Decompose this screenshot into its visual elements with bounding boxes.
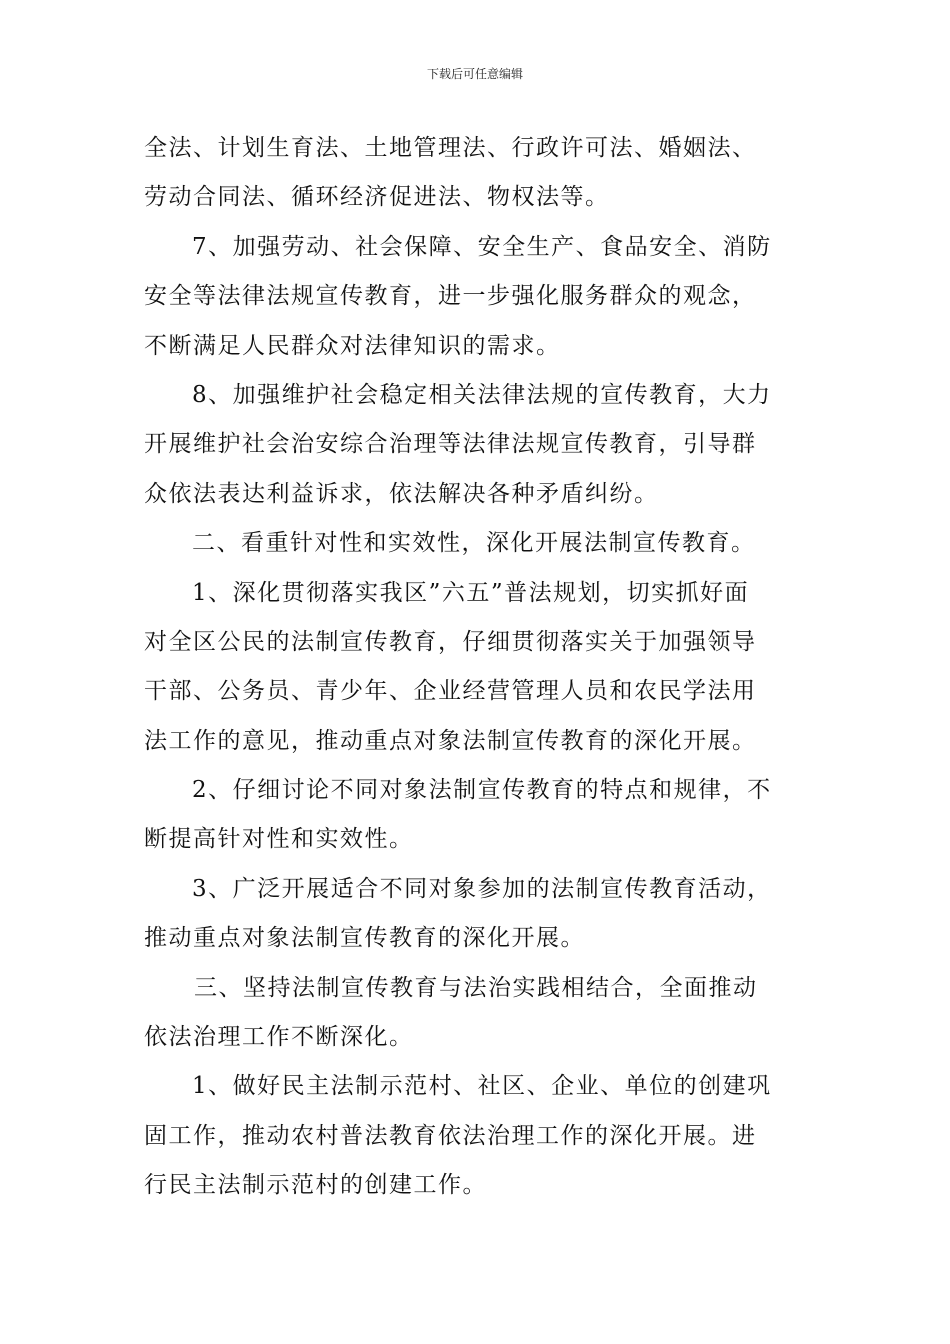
paragraph-section-3-item-1	[144, 1062, 808, 1210]
text-line: 众依法表达利益诉求，依法解决各种矛盾纠纷。	[144, 480, 659, 507]
paragraph-section-2-item-2	[144, 766, 808, 865]
text-line: 2、仔细讨论不同对象法制宣传教育的特点和规律，不	[192, 777, 772, 804]
section-heading-3	[144, 964, 808, 1063]
text-line: 7、加强劳动、社会保障、安全生产、食品安全、消防	[192, 233, 772, 260]
text-line: 不断满足人民群众对法律知识的需求。	[144, 332, 561, 359]
text-line: 断提高针对性和实效性。	[144, 826, 414, 853]
section-heading-2	[144, 519, 808, 568]
text-line: 固工作，推动农村普法教育依法治理工作的深化开展。进	[144, 1122, 757, 1149]
paragraph-item-7	[144, 223, 808, 371]
text-line: 行民主法制示范村的创建工作。	[144, 1172, 487, 1199]
text-line: 推动重点对象法制宣传教育的深化开展。	[144, 925, 585, 952]
document-body	[144, 124, 808, 1211]
text-line: 二、看重针对性和实效性，深化开展法制宣传教育。	[192, 530, 756, 557]
paragraph-section-2-item-3	[144, 865, 808, 964]
text-line: 劳动合同法、循环经济促进法、物权法等。	[144, 184, 610, 211]
paragraph-item-8	[144, 371, 808, 519]
text-line: 1、深化贯彻落实我区”六五”普法规划，切实抓好面	[192, 579, 750, 606]
text-line: 8、加强维护社会稳定相关法律法规的宣传教育，大力	[192, 381, 772, 408]
text-line: 1、做好民主法制示范村、社区、企业、单位的创建巩	[192, 1073, 772, 1100]
text-line: 3、广泛开展适合不同对象参加的法制宣传教育活动，	[192, 875, 772, 902]
paragraph-law-list-continued	[144, 124, 808, 223]
text-line: 安全等法律法规宣传教育，进一步强化服务群众的观念，	[144, 283, 757, 310]
text-line: 三、坚持法制宣传教育与法治实践相结合，全面推动	[194, 974, 758, 1001]
page-header: 下载后可任意编辑	[426, 67, 523, 81]
text-line: 干部、公务员、青少年、企业经营管理人员和农民学法用	[144, 678, 757, 705]
text-line: 全法、计划生育法、土地管理法、行政许可法、婚姻法、	[144, 135, 757, 161]
text-line: 对全区公民的法制宣传教育，仔细贯彻落实关于加强领导	[144, 628, 757, 655]
text-line: 开展维护社会治安综合治理等法律法规宣传教育，引导群	[144, 431, 757, 458]
text-line: 法工作的意见，推动重点对象法制宣传教育的深化开展。	[144, 727, 757, 754]
text-line: 依法治理工作不断深化。	[144, 1024, 414, 1051]
paragraph-section-2-item-1	[144, 569, 808, 767]
